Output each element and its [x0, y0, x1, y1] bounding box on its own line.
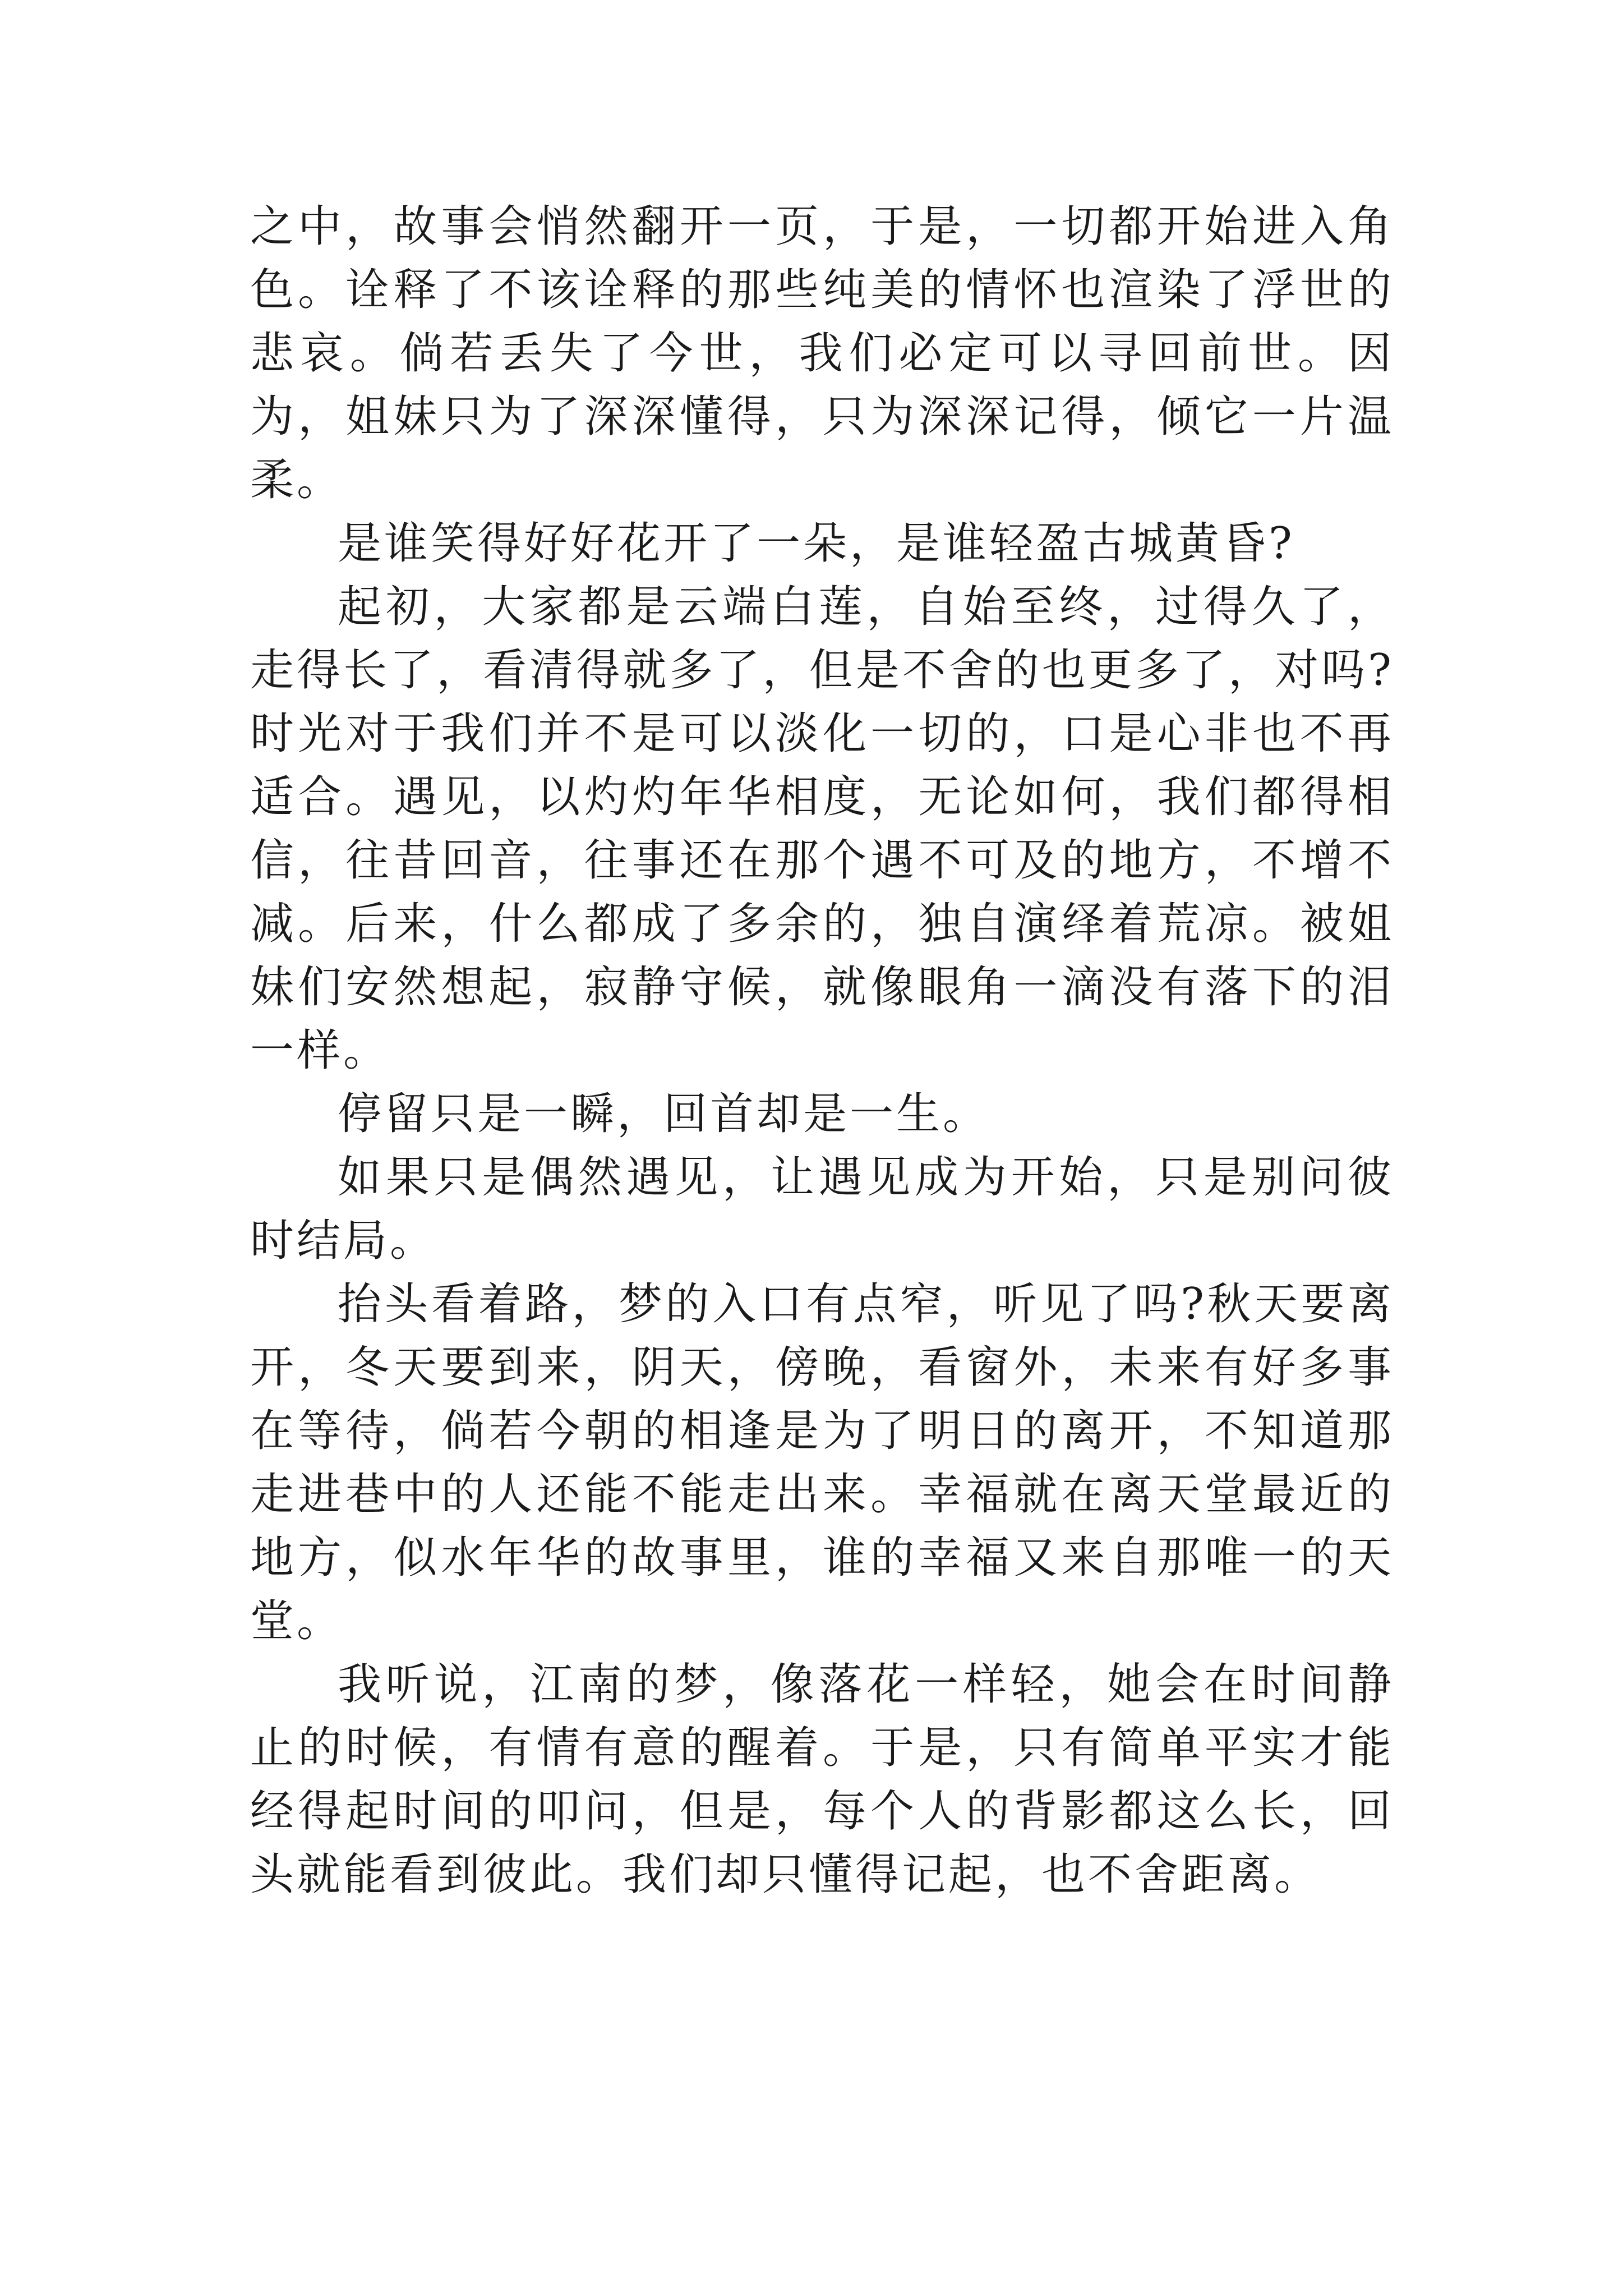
paragraph-5: 如果只是偶然遇见，让遇见成为开始，只是别问彼时结局。 [250, 1152, 1394, 1266]
paragraph-2: 是谁笑得好好花开了一朵，是谁轻盈古城黄昏? [338, 518, 1295, 569]
document-body [250, 195, 1394, 1907]
paragraph-6: 抬头看着路，梦的入口有点窄，听见了吗?秋天要离开，冬天要到来，阴天，傍晚，看窗外，未来有好多事在等待，倘若今朝的相逢是为了明日的离开，不知道那走进巷中的人还能不能走出来。幸福就在离天堂最近的地方，似水年华的故事里，谁的幸福又来自那唯一的天堂。 [250, 1279, 1394, 1646]
paragraph-7: 我听说，江南的梦，像落花一样轻，她会在时间静止的时候，有情有意的醒着。于是，只有简单平实才能经得起时间的叩问，但是，每个人的背影都这么长，回头就能看到彼此。我们却只懂得记起，也不舍距离。 [250, 1659, 1394, 1900]
paragraph-4: 停留只是一瞬，回首却是一生。 [338, 1089, 990, 1139]
paragraph-1: 之中，故事会悄然翻开一页，于是，一切都开始进入角色。诠释了不该诠释的那些纯美的情怀也渲染了浮世的悲哀。倘若丢失了今世，我们必定可以寻回前世。因为，姐妹只为了深深懂得，只为深深记得，倾它一片温柔。 [250, 201, 1394, 505]
paragraph-3: 起初，大家都是云端白莲，自始至终，过得久了，走得长了，看清得就多了，但是不舍的也更多了，对吗?时光对于我们并不是可以淡化一切的，口是心非也不再适合。遇见，以灼灼年华相度，无论如何，我们都得相信，往昔回音，往事还在那个遇不可及的地方，不增不减。后来，什么都成了多余的，独自演绎着荒凉。被姐妹们安然想起，寂静守候，就像眼角一滴没有落下的泪一样。 [250, 582, 1394, 1076]
